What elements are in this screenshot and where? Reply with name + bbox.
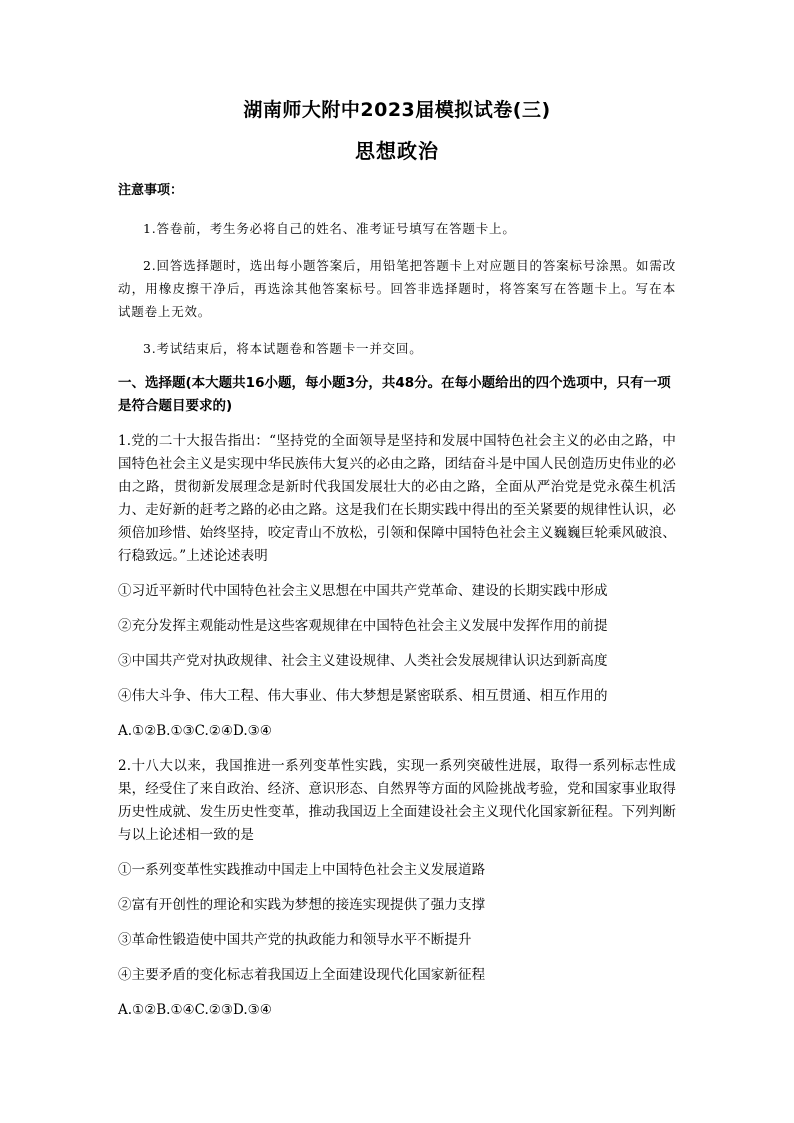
question-2 [118, 755, 676, 1022]
answer-choices: A.①②B.①④C.②③D.③④ [118, 1002, 272, 1018]
note-item: 2.回答选择题时，选出每小题答案后，用铅笔把答题卡上对应题目的答案标号涂黑。如需改动，用橡皮擦干净后，再选涂其他答案标号。回答非选择题时，将答案写在答题卡上。写在本试题卷上无效。 [118, 258, 676, 319]
note-item: 3.考试结束后，将本试题卷和答题卡一并交回。 [143, 341, 423, 356]
subject-title: 思想政治 [355, 139, 439, 163]
note-item: 1.答卷前，考生务必将自己的姓名、准考证号填写在答题卡上。 [143, 221, 516, 236]
answer-choices: A.①②B.①③C.②④D.③④ [118, 723, 272, 739]
question-stem: 2.十八大以来，我国推进一系列变革性实践，实现一系列突破性进展，取得一系列标志性成果，经受住了来自政治、经济、意识形态、自然界等方面的风险挑战考验，党和国家事业取得历史性成就、发生历史性变革，推动我国迈上全面建设社会主义现代化国家新征程。下列判断与以上论述相一致的是 [118, 758, 676, 843]
question-statement: ②富有开创性的理论和实践为梦想的接连实现提供了强力支撑 [118, 897, 486, 913]
notes-block [118, 181, 676, 360]
question-1 [118, 430, 676, 743]
question-statement: ④主要矛盾的变化标志着我国迈上全面建设现代化国家新征程 [118, 967, 486, 983]
question-statement: ③革命性锻造使中国共产党的执政能力和领导水平不断提升 [118, 932, 472, 948]
question-statement: ①一系列变革性实践推动中国走上中国特色社会主义发展道路 [118, 862, 486, 878]
section-heading: 一、选择题(本大题共16小题，每小题3分，共48分。在每小题给出的四个选项中，只有一项是符合题目要求的) [118, 375, 671, 414]
notes-heading: 注意事项： [118, 183, 184, 198]
question-statement: ④伟大斗争、伟大工程、伟大事业、伟大梦想是紧密联系、相互贯通、相互作用的 [118, 688, 608, 704]
question-statement: ③中国共产党对执政规律、社会主义建设规律、人类社会发展规律认识达到新高度 [118, 653, 608, 669]
exam-title: 湖南师大附中2023届模拟试卷(三) [243, 99, 551, 121]
question-stem: 1.党的二十大报告指出：“坚持党的全面领导是坚持和发展中国特色社会主义的必由之路，中国特色社会主义是实现中华民族伟大复兴的必由之路，团结奋斗是中国人民创造历史伟业的必由之路，贯彻新发展理念是新时代我国发展壮大的必由之路，全面从严治党是党永葆生机活力、走好新的赶考之路的必由之路。这是我们在长期实践中得出的至关紧要的规律性认识，必须倍加珍惜、始终坚持，咬定青山不放松，引领和保障中国特色社会主义巍巍巨轮乘风破浪、行稳致远。”上述论述表明 [118, 433, 676, 564]
question-statement: ②充分发挥主观能动性是这些客观规律在中国特色社会主义发展中发挥作用的前提 [118, 618, 608, 634]
question-statement: ①习近平新时代中国特色社会主义思想在中国共产党革命、建设的长期实践中形成 [118, 583, 608, 599]
